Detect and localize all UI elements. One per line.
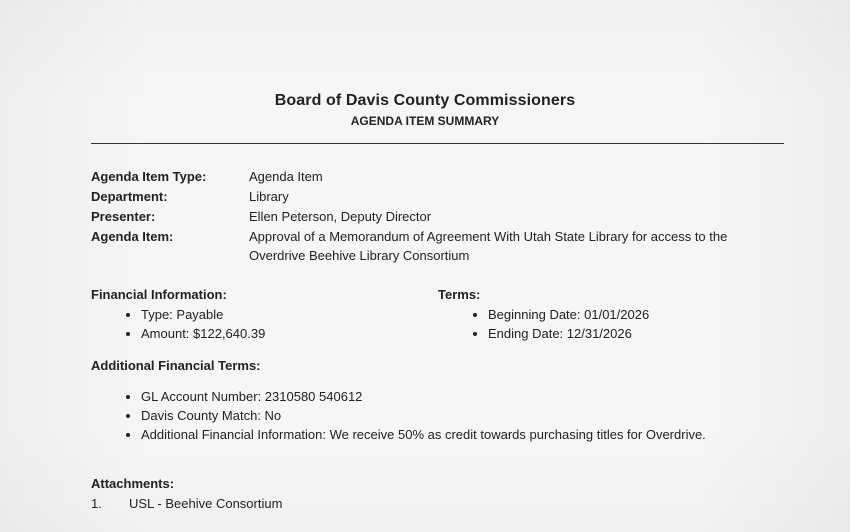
additional-financial-terms-title: Additional Financial Terms:: [91, 358, 261, 373]
financial-information-list: [91, 305, 265, 343]
financial-information-title: Financial Information:: [91, 287, 227, 302]
additional-financial-terms-list: [91, 387, 821, 444]
additional-financial-information-item: • Additional Financial Information: We receive 50% as credit towards purchasing titles for Overdrive.: [141, 425, 821, 444]
agenda-item-label: Agenda Item:: [91, 229, 174, 244]
department-value: Library: [249, 189, 289, 204]
ending-date-item: • Ending Date: 12/31/2026: [488, 324, 649, 343]
terms-list: [438, 305, 649, 343]
presenter-row: [91, 207, 781, 227]
presenter-value: Ellen Peterson, Deputy Director: [249, 209, 432, 224]
header-divider: [91, 143, 784, 144]
financial-type-item: • Type: Payable: [141, 305, 265, 324]
agenda-info-block: [91, 167, 781, 265]
beginning-date-item: • Beginning Date: 01/01/2026: [488, 305, 649, 324]
additional-financial-terms-section: [91, 356, 821, 444]
attachment-item: [91, 494, 282, 514]
financial-information-section: [91, 285, 265, 343]
attachments-section: [91, 474, 282, 514]
agenda-item-type-row: [91, 167, 781, 187]
department-label: Department:: [91, 189, 168, 204]
agenda-item-description: Approval of a Memorandum of Agreement With Utah State Library for access to the Overdrive Beehive Library Consortium: [249, 229, 728, 263]
agenda-item-type-value: Agenda Item: [249, 169, 323, 184]
gl-account-number-item: • GL Account Number: 2310580 540612: [141, 387, 821, 406]
attachments-title: Attachments:: [91, 476, 175, 491]
attachment-link[interactable]: USL - Beehive Consortium: [129, 496, 283, 511]
terms-title: Terms:: [438, 287, 481, 302]
board-title: Board of Davis County Commissioners: [274, 92, 576, 109]
attachment-number: 1.: [91, 496, 102, 511]
financial-amount-item: • Amount: $122,640.39: [141, 324, 265, 343]
davis-county-match-item: • Davis County Match: No: [141, 406, 821, 425]
summary-title: AGENDA ITEM SUMMARY: [350, 114, 500, 128]
terms-section: [438, 285, 649, 343]
department-row: [91, 187, 781, 207]
agenda-item-row: [91, 227, 781, 265]
presenter-label: Presenter:: [91, 209, 156, 224]
document-header: [0, 89, 850, 129]
agenda-item-type-label: Agenda Item Type:: [91, 169, 207, 184]
